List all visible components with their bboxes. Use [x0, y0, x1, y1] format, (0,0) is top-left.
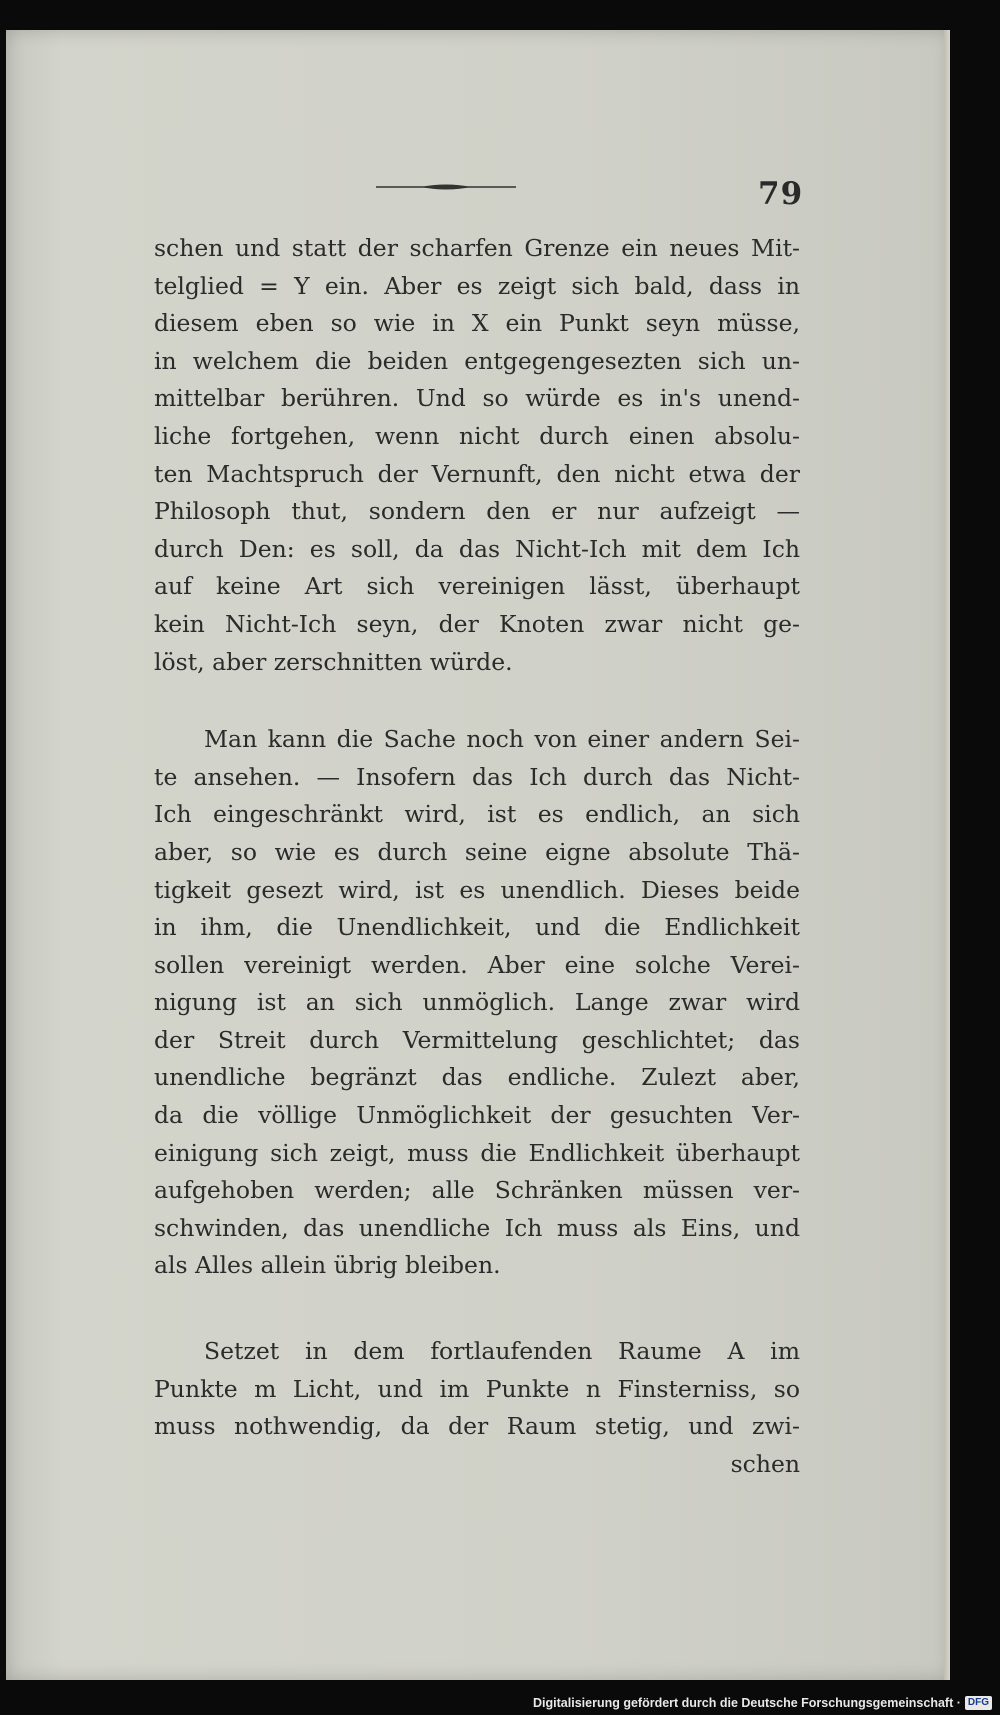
paragraph-2: [154, 721, 800, 1285]
text-line: te ansehen. — Insofern das Ich durch das Nicht-: [154, 762, 800, 791]
text-line: schwinden, das unendliche Ich muss als Eins, und: [154, 1213, 800, 1242]
dfg-logo-icon: DFG: [965, 1696, 992, 1710]
page-edge: [944, 30, 950, 1680]
text-line: in welchem die beiden entgegengesezten sich un-: [154, 346, 800, 375]
catchword: schen: [730, 1449, 800, 1478]
text-line: muss nothwendig, da der Raum stetig, und zwi-: [154, 1412, 800, 1441]
text-line: kein Nicht-Ich seyn, der Knoten zwar nicht ge-: [154, 609, 800, 638]
text-line: Setzet in dem fortlaufenden Raume A im: [204, 1337, 800, 1366]
digitization-credit: [533, 1696, 992, 1710]
paragraph-3: [154, 1333, 800, 1446]
text-line: der Streit durch Vermittelung geschlichtet; das: [154, 1025, 800, 1054]
paragraph-1: [154, 230, 800, 681]
text-line: Man kann die Sache noch von einer andern Sei-: [204, 725, 800, 754]
text-line: aber, so wie es durch seine eigne absolute Thä-: [154, 837, 800, 866]
text-line: als Alles allein übrig bleiben.: [154, 1251, 501, 1280]
book-page: [6, 30, 950, 1680]
text-line: nigung ist an sich unmöglich. Lange zwar wird: [154, 988, 800, 1017]
text-line: schen und statt der scharfen Grenze ein neues Mit-: [154, 234, 800, 262]
text-line: ten Machtspruch der Vernunft, den nicht etwa der: [154, 459, 800, 488]
text-line: aufgehoben werden; alle Schränken müssen ver-: [154, 1176, 800, 1205]
text-line: da die völlige Unmöglichkeit der gesuchten Ver-: [154, 1101, 800, 1130]
text-line: auf keine Art sich vereinigen lässt, überhaupt: [154, 572, 800, 601]
header-ornament: [376, 182, 516, 192]
credit-text: Digitalisierung gefördert durch die Deutsche Forschungsgemeinschaft ·: [533, 1696, 961, 1710]
text-line: Punkte m Licht, und im Punkte n Finsterniss, so: [154, 1374, 800, 1403]
text-line: liche fortgehen, wenn nicht durch einen absolu-: [154, 421, 800, 450]
text-line: diesem eben so wie in X ein Punkt seyn müsse,: [154, 309, 800, 338]
text-line: durch Den: es soll, da das Nicht-Ich mit dem Ich: [154, 534, 800, 563]
text-line: einigung sich zeigt, muss die Endlichkeit überhaupt: [154, 1138, 800, 1167]
body-text: [154, 230, 800, 1483]
text-line: in ihm, die Unendlichkeit, und die Endlichkeit: [154, 913, 800, 942]
text-line: telglied = Y ein. Aber es zeigt sich bald, dass in: [154, 271, 800, 300]
text-line: tigkeit gesezt wird, ist es unendlich. Dieses beide: [154, 875, 800, 904]
text-line: Ich eingeschränkt wird, ist es endlich, an sich: [154, 800, 800, 829]
text-line: sollen vereinigt werden. Aber eine solche Verei-: [154, 950, 800, 979]
page-number: 79: [758, 176, 804, 212]
text-line: mittelbar berühren. Und so würde es in's unend-: [154, 384, 800, 413]
text-line: Philosoph thut, sondern den er nur aufzeigt —: [154, 497, 800, 526]
text-line: unendliche begränzt das endliche. Zulezt aber,: [154, 1063, 800, 1092]
text-line: löst, aber zerschnitten würde.: [154, 647, 513, 676]
